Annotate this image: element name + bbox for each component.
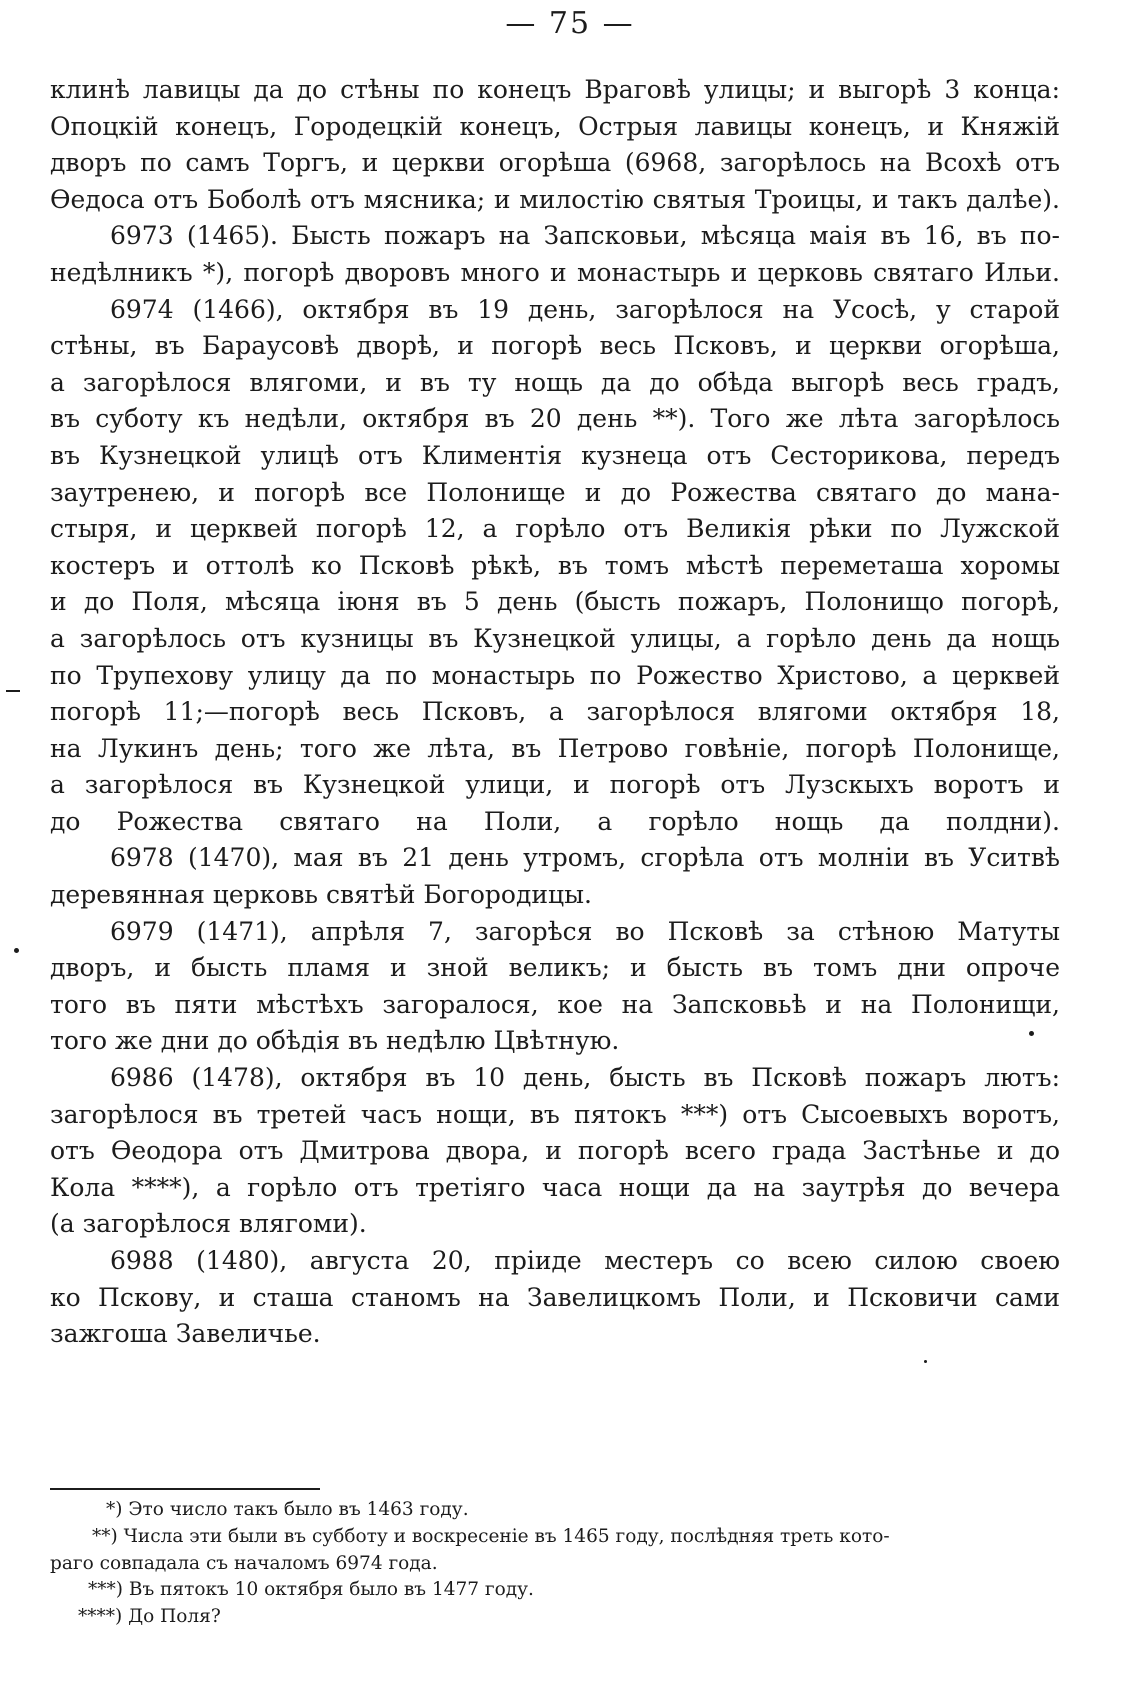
- footnote-separator-rule: [50, 1488, 320, 1490]
- text-line: дворъ, и бысть пламя и зной великъ; и бысть въ томъ дни опроче: [50, 953, 1060, 983]
- footnotes: [50, 1497, 1060, 1631]
- text-line: того же дни до обѣдія въ недѣлю Цвѣтную.: [50, 1026, 620, 1056]
- footnote-line: раго совпадала съ началомъ 6974 года.: [50, 1552, 438, 1574]
- text-line: а загорѣлося въ Кузнецкой улици, и погорѣ отъ Лузскыхъ воротъ и: [50, 770, 1060, 800]
- text-line: стѣны, въ Бараусовѣ дворѣ, и погорѣ весь Псковъ, и церкви огорѣша,: [50, 331, 1060, 361]
- text-line: до Рожества святаго на Поли, а горѣло нощь да полдни).: [50, 806, 1060, 836]
- text-line: деревянная церковь святѣй Богородицы.: [50, 880, 592, 910]
- text-line: 6978 (1470), мая въ 21 день утромъ, сгорѣла отъ молніи въ Уситвѣ: [110, 843, 1060, 873]
- text-line: а загорѣлось отъ кузницы въ Кузнецкой улицы, а горѣло день да нощь: [50, 623, 1060, 653]
- ink-speck: [1029, 1031, 1034, 1036]
- footnote-line: *) Это число такъ было въ 1463 году.: [106, 1499, 469, 1520]
- text-line: стыря, и церквей погорѣ 12, а горѣло отъ Великія рѣки по Лужской: [50, 514, 1060, 544]
- text-line: по Трупехову улицу да по монастырь по Рожество Христово, а церквей: [50, 660, 1060, 690]
- ink-speck: [14, 948, 19, 953]
- margin-mark: [6, 690, 20, 692]
- text-line: того въ пяти мѣстѣхъ загоралося, кое на Запсковьѣ и на Полонищи,: [50, 989, 1060, 1019]
- text-line: и до Поля, мѣсяца іюня въ 5 день (бысть пожаръ, Полонищо погорѣ,: [50, 587, 1060, 617]
- text-line: клинѣ лавицы да до стѣны по конецъ Враговѣ улицы; и выгорѣ 3 конца:: [50, 75, 1060, 104]
- footnote-line: ****) До Поля?: [78, 1606, 221, 1628]
- text-line: отъ Ѳеодора отъ Дмитрова двора, и погорѣ всего града Застѣнье и до: [50, 1136, 1060, 1166]
- text-line: въ суботу къ недѣли, октября въ 20 день **). Того же лѣта загорѣлось: [50, 404, 1060, 434]
- text-line: 6979 (1471), апрѣля 7, загорѣся во Псковѣ за стѣною Матуты: [110, 916, 1060, 946]
- text-line: заутренею, и погорѣ все Полонище и до Рожества святаго до мана-: [50, 477, 1060, 507]
- text-line: зажгоша Завеличье.: [50, 1319, 321, 1349]
- text-line: (а загорѣлося влягоми).: [50, 1209, 367, 1239]
- ink-speck: [924, 1360, 927, 1363]
- text-line: 6973 (1465). Бысть пожаръ на Запсковьи, мѣсяца маія въ 16, въ по-: [110, 221, 1060, 251]
- text-line: погорѣ 11;—погорѣ весь Псковъ, а загорѣлося влягоми октября 18,: [50, 697, 1060, 727]
- footnote-line: ***) Въ пятокъ 10 октября было въ 1477 году.: [88, 1579, 534, 1601]
- body-text: [50, 72, 1060, 1353]
- text-line: Кола ****), а горѣло отъ третіяго часа нощи да на заутрѣя до вечера: [50, 1172, 1060, 1202]
- text-line: въ Кузнецкой улицѣ отъ Климентія кузнеца отъ Сесторикова, передъ: [50, 440, 1060, 470]
- text-line: Опоцкій конецъ, Городецкій конецъ, Острыя лавицы конецъ, и Княжій: [50, 111, 1060, 141]
- text-line: Ѳедоса отъ Боболѣ отъ мясника; и милостію святыя Троицы, и такъ далѣе).: [50, 184, 1060, 214]
- text-line: ко Пскову, и сташа станомъ на Завелицкомъ Поли, и Псковичи сами: [50, 1282, 1060, 1312]
- text-line: 6986 (1478), октября въ 10 день, бысть въ Псковѣ пожаръ лютъ:: [110, 1063, 1060, 1093]
- text-line: 6988 (1480), августа 20, пріиде местеръ со всею силою своею: [110, 1246, 1060, 1275]
- text-line: костеръ и оттолѣ ко Псковѣ рѣкѣ, въ томъ мѣстѣ переметаша хоромы: [50, 550, 1060, 580]
- footnote-line: **) Числа эти были въ субботу и воскресеніе въ 1465 году, послѣдняя треть кото-: [92, 1525, 890, 1547]
- text-line: 6974 (1466), октября въ 19 день, загорѣлося на Усосѣ, у старой: [110, 294, 1060, 324]
- text-line: недѣлникъ *), погорѣ дворовъ много и монастырь и церковь святаго Ильи.: [50, 257, 1060, 287]
- page-number: — 75 —: [505, 6, 635, 41]
- text-line: дворъ по самъ Торгъ, и церкви огорѣша (6968, загорѣлось на Всохѣ отъ: [50, 148, 1060, 178]
- text-line: на Лукинъ день; того же лѣта, въ Петрово говѣніе, погорѣ Полонище,: [50, 733, 1060, 763]
- text-line: а загорѣлося влягоми, и въ ту нощь да до обѣда выгорѣ весь градъ,: [50, 367, 1060, 397]
- text-line: загорѣлося въ третей часъ нощи, въ пятокъ ***) отъ Сысоевыхъ воротъ,: [50, 1099, 1060, 1129]
